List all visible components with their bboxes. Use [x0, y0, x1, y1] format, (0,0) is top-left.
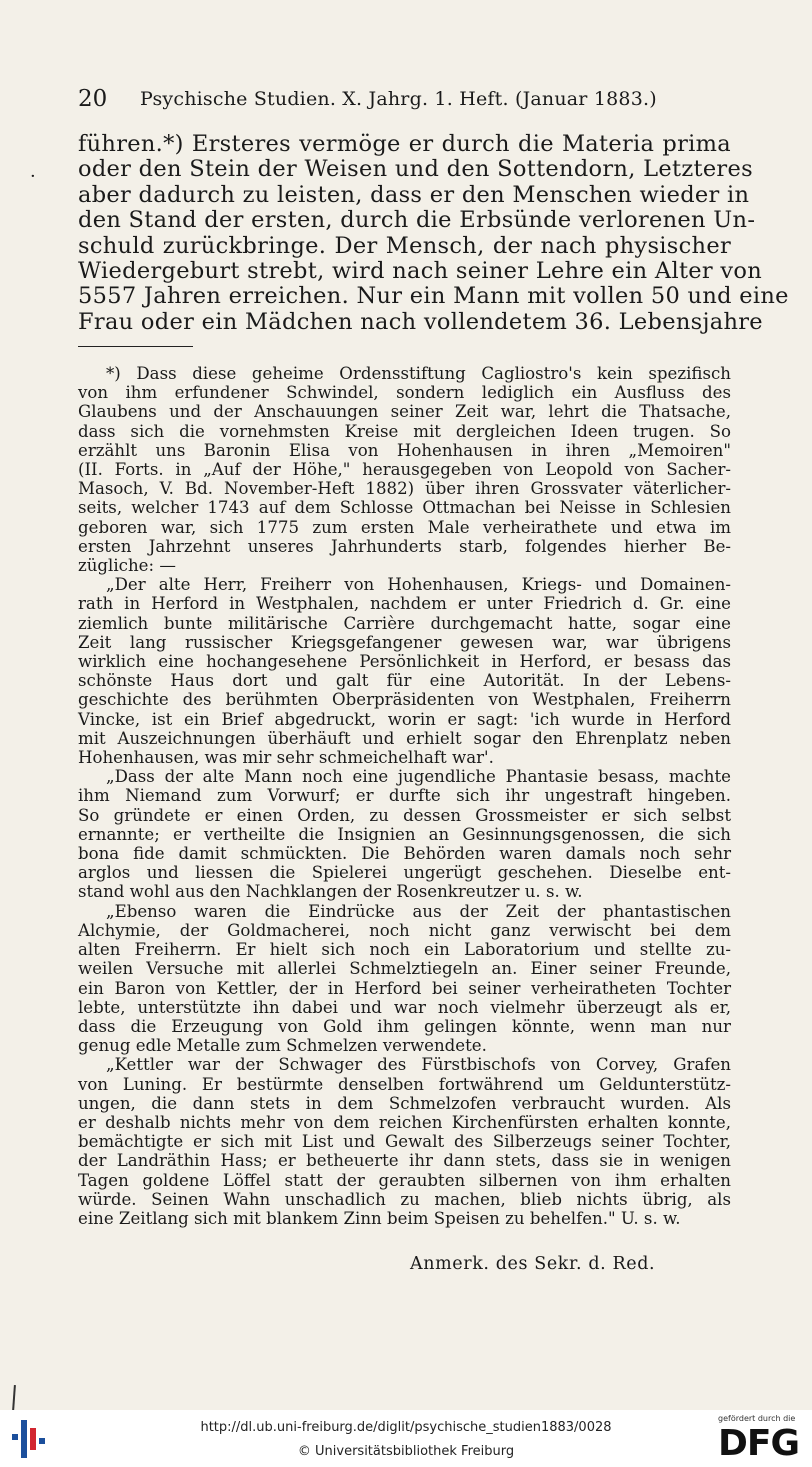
footnote-line: von ihm erfundener Schwindel, sondern lediglich ein Ausfluss des — [78, 383, 731, 403]
footnote-line: *) Dass diese geheime Ordensstiftung Cagliostro's kein spezifisch — [106, 364, 731, 383]
main-text — [78, 131, 789, 335]
footnote-line: mit Auszeichnungen überhäuft und erhielt sogar den Ehrenplatz neben — [78, 728, 731, 748]
copyright-notice: © Universitätsbibliothek Freiburg — [297, 1444, 515, 1459]
footnote-line: eine Zeitlang sich mit blankem Zinn beim Speisen zu behelfen." U. s. w. — [78, 1208, 681, 1228]
footnote-line: Masoch, V. Bd. November-Heft 1882) über ihren Grossvater väterlicher- — [78, 479, 731, 499]
footnote-line: (II. Forts. in „Auf der Höhe," herausgegeben von Leopold von Sacher- — [78, 460, 731, 480]
footnote-line: Vincke, ist ein Brief abgedruckt, worin er sagt: 'ich wurde in Herford — [78, 709, 731, 729]
text-line: schuld zurückbringe. Der Mensch, der nach physischer — [78, 232, 731, 259]
footnote-line: geschichte des berühmten Oberpräsidenten von Westphalen, Freiherrn — [78, 690, 731, 710]
margin-mark: · — [30, 166, 36, 187]
editor-signature: Anmerk. des Sekr. d. Red. — [410, 1254, 656, 1274]
footnote-line: würde. Seinen Wahn unschadlich zu machen, blieb nichts übrig, als — [78, 1189, 731, 1209]
footnote-line: bona fide damit schmückten. Die Behörden waren damals noch sehr — [78, 844, 731, 864]
footnote-line: ziemlich bunte militärische Carrière durchgemacht hatte, sogar eine — [78, 613, 731, 633]
running-title: Psychische Studien. X. Jahrg. 1. Heft. (Januar 1883.) — [140, 88, 657, 110]
footnote-line: geboren war, sich 1775 zum ersten Male verheirathete und etwa im — [78, 517, 731, 537]
footnote-line: der Landräthin Hass; er betheuerte ihr dann stets, dass sie in wenigen — [78, 1151, 731, 1171]
footnote-line: lebte, unterstützte ihn dabei und war noch vielmehr überzeugt als er, — [78, 997, 731, 1017]
running-header — [78, 86, 728, 114]
footnote-line: Alchymie, der Goldmacherei, noch nicht ganz verwischt bei dem — [78, 920, 731, 940]
footnote-line: er deshalb nichts mehr von dem reichen Kirchenfürsten erhalten konnte, — [78, 1112, 731, 1132]
page-number: 20 — [78, 86, 108, 112]
footnote-line: Hohenhausen, was mir sehr schmeichelhaft war'. — [78, 748, 494, 768]
footnote-line: So gründete er einen Orden, zu dessen Grossmeister er sich selbst — [78, 805, 731, 825]
footnote-line: weilen Versuche mit allerlei Schmelztiegeln an. Einer seiner Freunde, — [78, 959, 731, 979]
footnote-line: von Luning. Er bestürmte denselben fortwährend um Geldunterstütz- — [78, 1074, 731, 1094]
footnote-line: zügliche: — — [78, 556, 176, 576]
footnote — [78, 364, 731, 1228]
footnote-line: ein Baron von Kettler, der in Herford bei seiner verheiratheten Tochter — [78, 978, 731, 998]
footnote-line: bemächtigte er sich mit List und Gewalt des Silberzeugs seiner Tochter, — [78, 1132, 731, 1152]
footnote-line: Zeit lang russischer Kriegsgefangener gewesen war, war übrigens — [78, 632, 731, 652]
footnote-line: alten Freiherrn. Er hielt sich noch ein Laboratorium und stellte zu- — [78, 940, 731, 960]
footnote-line: „Kettler war der Schwager des Fürstbischofs von Corvey, Grafen — [106, 1055, 731, 1075]
footnote-divider — [78, 346, 193, 347]
footnote-line: Glaubens und der Anschauungen seiner Zeit war, lehrt die Thatsache, — [78, 402, 731, 422]
footnote-line: „Dass der alte Mann noch eine jugendliche Phantasie besass, machte — [106, 767, 731, 787]
footnote-line: dass die Erzeugung von Gold ihm gelingen könnte, wenn man nur — [78, 1016, 731, 1036]
scan-artifact-mark — [12, 1385, 16, 1411]
text-line: oder den Stein der Weisen und den Sottendorn, Letzteres — [78, 156, 753, 183]
permalink-url[interactable]: http://dl.ub.uni-freiburg.de/diglit/psychische_studien1883/0028 — [200, 1420, 612, 1435]
text-line: Frau oder ein Mädchen nach vollendetem 36. Lebensjahre — [78, 308, 763, 335]
footnote-line: ihm Niemand zum Vorwurf; er durfte sich ihr ungestraft hingeben. — [78, 786, 731, 806]
text-line: aber dadurch zu leisten, dass er den Menschen wieder in — [78, 181, 750, 208]
footnote-line: ersten Jahrzehnt unseres Jahrhunderts starb, folgendes hierher Be- — [78, 536, 731, 556]
footnote-line: schönste Haus dort und galt für eine Autorität. In der Lebens- — [78, 671, 731, 691]
footnote-line: „Der alte Herr, Freiherr von Hohenhausen, Kriegs- und Domainen- — [106, 575, 731, 595]
footnote-line: erzählt uns Baronin Elisa von Hohenhausen in ihren „Memoiren" — [78, 440, 731, 460]
footnote-line: dass sich die vornehmsten Kreise mit dergleichen Ideen trugen. So — [78, 421, 731, 441]
dfg-logo: DFG — [718, 1423, 800, 1464]
text-line: 5557 Jahren erreichen. Nur ein Mann mit vollen 50 und eine — [78, 283, 789, 310]
footnote-line: rath in Herford in Westphalen, nachdem er unter Friedrich d. Gr. eine — [78, 594, 731, 614]
footnote-line: seits, welcher 1743 auf dem Schlosse Ottmachan bei Neisse in Schlesien — [78, 498, 731, 518]
text-line: Wiedergeburt strebt, wird nach seiner Lehre ein Alter von — [78, 258, 763, 285]
funding-caption: gefördert durch die — [718, 1414, 796, 1423]
footnote-line: ernannte; er vertheilte die Insignien an Gesinnungsgenossen, die sich — [78, 824, 731, 844]
footnote-line: genug edle Metalle zum Schmelzen verwendete. — [78, 1036, 487, 1056]
text-line: den Stand der ersten, durch die Erbsünde verlorenen Un- — [78, 207, 756, 234]
footnote-line: wirklich eine hochangesehene Persönlichkeit in Herford, er besass das — [78, 652, 731, 672]
footnote-line: „Ebenso waren die Eindrücke aus der Zeit der phantastischen — [106, 901, 731, 921]
viewer-footer — [0, 1410, 812, 1467]
footnote-line: ungen, die dann stets in dem Schmelzofen verbraucht wurden. Als — [78, 1093, 731, 1113]
footnote-line: arglos und liessen die Spielerei ungerügt geschehen. Dieselbe ent- — [78, 863, 731, 883]
footnote-line: Tagen goldene Löffel statt der geraubten silbernen von ihm erhalten — [78, 1170, 731, 1190]
text-line: führen.*) Ersteres vermöge er durch die Materia prima — [78, 131, 731, 157]
footnote-line: stand wohl aus den Nachklangen der Rosenkreutzer u. s. w. — [78, 882, 583, 902]
